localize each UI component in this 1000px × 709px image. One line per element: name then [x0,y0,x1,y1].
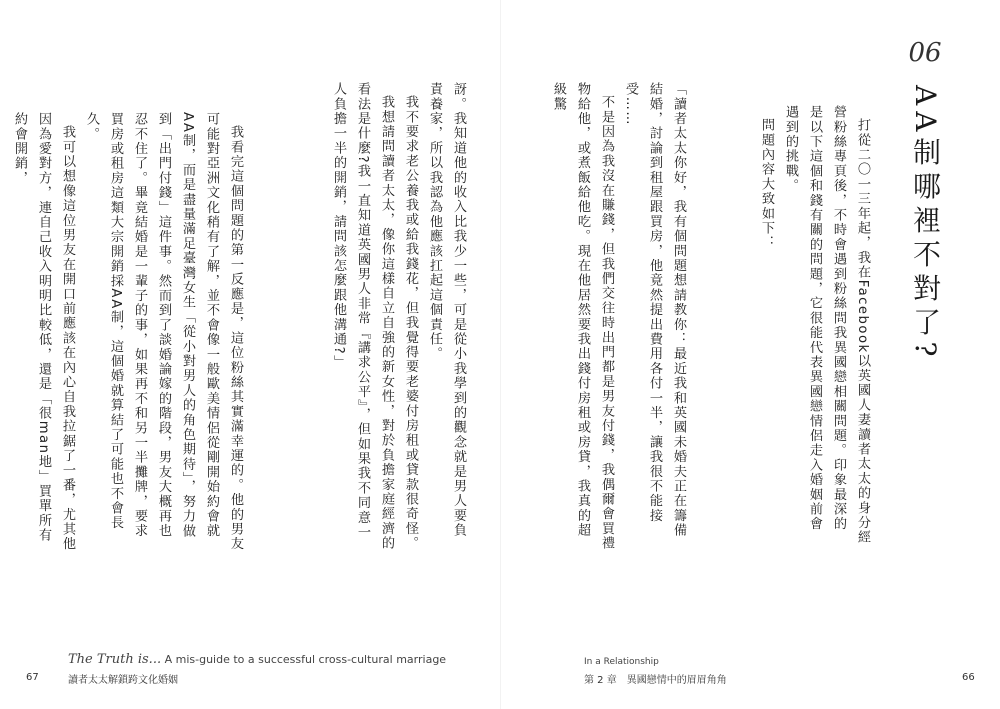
intro-paragraphs [704,105,874,545]
chapter-title: AA制哪裡不對了? [909,85,942,363]
reader-question-part-2 [260,82,470,552]
right-footer-english: In a Relationship [584,657,659,667]
right-footer-chapter: 第 2 章 異國戀情中的眉眉角角 [584,675,727,686]
left-footer-book-title: 讀者太太解鎖跨文化婚姻 [68,675,178,686]
reader-question-part-1 [551,82,690,552]
response-paragraph-2: 我可以想像這位男友在開口前應該在內心自我拉鋸了一番，尤其他因為愛對方，連自己收入明明比較低，還是「很man地」買單所有約會開銷， [12,112,75,552]
author-response [12,112,247,552]
right-page-number: 66 [962,672,975,683]
page-gutter [500,0,501,709]
footer-subtitle: A mis-guide to a successful cross-cultural marriage [164,653,447,666]
intro-paragraph-2: 問題內容大致如下： [759,118,774,251]
footer-script-title: The Truth is... [68,652,162,667]
question-quote-cont: 訝。我知道他的收入比我少一些，可是從小我學到的觀念就是男人要負責養家，所以我認為他應該扛起這個責任。 [427,82,466,538]
intro-paragraph: 打從二〇一三年起，我在Facebook以英國人妻讀者太太的身分經營粉絲專頁後，不時會遇到粉絲問我異國戀相關問題。印象最深的是以下這個和錢有關的問題，它很能代表異國戀情侶走入婚姻前會遇到的挑戰。 [783,105,870,545]
left-footer-english [68,652,446,667]
question-quote-2: 不是因為我沒在賺錢，但我們交往時出門都是男友付錢，我偶爾會買禮物給他，或煮飯給他吃。現在他居然要我出錢付房租或房貸，我真的超級驚 [551,82,614,551]
question-quote: 「讀者太太你好，我有個問題想請教你：最近我和英國未婚夫正在籌備結婚，討論到租屋跟買房，他竟然提出費用各付一半，讓我很不能接受…… [623,82,686,538]
question-quote-4: 我想請問讀者太太，像你這樣自立自強的新女性，對於負擔家庭經濟的看法是什麼?我一直知道英國男人非常『講求公平』，但如果我不同意一人負擔一半的開銷，請問該怎麼跟他溝通?」 [331,82,394,551]
left-page-number: 67 [26,672,39,683]
response-paragraph-1: 我看完這個問題的第一反應是，這位粉絲其實滿幸運的。他的男友可能對亞洲文化稍有了解，並不會像一般歐美情侶從剛開始約會就AA制，而是盡量滿足臺灣女生「從小對男人的角色期待」，努力做到「出門付錢」這件事。然而到了談婚論嫁的階段，男友大概再也忍不住了。畢竟結婚是一輩子的事，如果再不和另一半攤牌，要求買房或租房這類大宗開銷採AA制，這個婚就算結了可能也不會長久。 [84,112,243,552]
chapter-number: 06 [908,38,942,68]
question-quote-3: 我不要求老公養我或給我錢花，但我覺得要老婆付房租或貸款很奇怪。 [403,95,418,551]
